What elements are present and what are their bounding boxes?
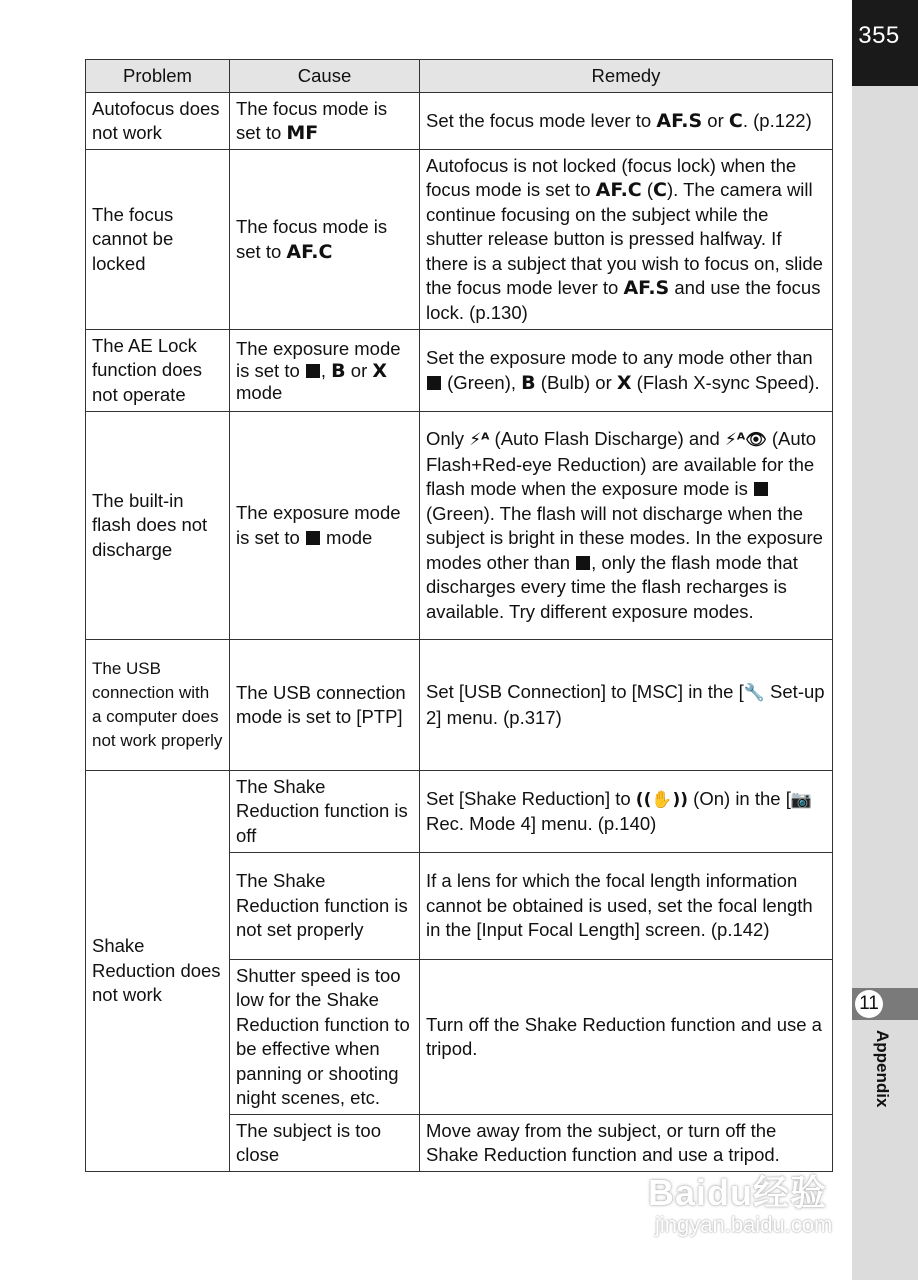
cause-cell: The subject is too close [230, 1115, 420, 1172]
remedy-cell: If a lens for which the focal length information cannot be obtained is used, set the focal length in the [Input Focal Length] screen. (p.142) [420, 853, 833, 960]
green-mode-icon [306, 364, 320, 378]
camera-rec-mode-icon: 📷 [790, 789, 813, 810]
chapter-number: 11 [855, 990, 883, 1018]
problem-cell: Autofocus does not work [86, 93, 230, 150]
baidu-watermark: Baidu经验 [648, 1172, 828, 1213]
header-problem: Problem [86, 60, 230, 93]
table-header-row [86, 60, 833, 93]
remedy-cell: Only ⚡ᴬ (Auto Flash Discharge) and ⚡ᴬ👁 (Auto Flash+Red-eye Reduction) are available for the flash mode when the exposure mode is (Green). The flash will not discharge when the subject is bright in these modes. In the exposure modes other than , only the flash mode that discharges every time the flash recharges is available. Try different exposure modes. [420, 412, 833, 640]
problem-cell: The built-in flash does not discharge [86, 412, 230, 640]
table-row [86, 771, 833, 853]
remedy-cell: Turn off the Shake Reduction function and use a tripod. [420, 960, 833, 1115]
cause-cell: The Shake Reduction function is off [230, 771, 420, 853]
problem-cell: The AE Lock function does not operate [86, 330, 230, 412]
green-mode-icon [427, 376, 441, 390]
page-number: 355 [858, 22, 900, 49]
problem-cell: The focus cannot be locked [86, 150, 230, 330]
table-row [86, 640, 833, 771]
green-mode-icon [754, 482, 768, 496]
cause-cell: The Shake Reduction function is not set properly [230, 853, 420, 960]
remedy-cell: Set [USB Connection] to [MSC] in the [🔧 Set-up 2] menu. (p.317) [420, 640, 833, 771]
remedy-cell: Set [Shake Reduction] to ((✋)) (On) in the [📷 Rec. Mode 4] menu. (p.140) [420, 771, 833, 853]
remedy-cell: Move away from the subject, or turn off the Shake Reduction function and use a tripod. [420, 1115, 833, 1172]
header-cause: Cause [230, 60, 420, 93]
table-row [86, 330, 833, 412]
cause-cell: The exposure mode is set to mode [230, 412, 420, 640]
problem-cell: Shake Reduction does not work [86, 771, 230, 1172]
cause-cell: The focus mode is set to MF [230, 93, 420, 150]
green-mode-icon [306, 531, 320, 545]
cause-cell: The focus mode is set to AF.C [230, 150, 420, 330]
problem-cell: The USB connection with a computer does not work properly [86, 640, 230, 771]
table-row [86, 93, 833, 150]
cause-cell: Shutter speed is too low for the Shake Reduction function to be effective when panning or shooting night scenes, etc. [230, 960, 420, 1115]
auto-flash-red-eye-icon: ⚡ᴬ👁 [724, 430, 767, 450]
cause-cell: The USB connection mode is set to [PTP] [230, 640, 420, 771]
green-mode-icon [576, 556, 590, 570]
baidu-watermark-url: jingyan.baidu.com [655, 1212, 833, 1237]
auto-flash-icon: ⚡ᴬ [469, 430, 490, 450]
table-row [86, 412, 833, 640]
remedy-cell: Set the exposure mode to any mode other than (Green), B (Bulb) or X (Flash X-sync Speed). [420, 330, 833, 412]
header-remedy: Remedy [420, 60, 833, 93]
wrench-icon: 🔧 [743, 683, 765, 703]
chapter-label: Appendix [873, 1030, 892, 1108]
troubleshooting-table [85, 59, 833, 1172]
shake-reduction-on-icon: ((✋)) [635, 789, 689, 810]
cause-cell: The exposure mode is set to , B or X mode [230, 330, 420, 412]
remedy-cell: Autofocus is not locked (focus lock) when the focus mode is set to AF.C (C). The camera will continue focusing on the subject while the shutter release button is pressed halfway. If there is a subject that you wish to focus on, slide the focus mode lever to AF.S and use the focus lock. (p.130) [420, 150, 833, 330]
remedy-cell: Set the focus mode lever to AF.S or C. (p.122) [420, 93, 833, 150]
table-row [86, 150, 833, 330]
